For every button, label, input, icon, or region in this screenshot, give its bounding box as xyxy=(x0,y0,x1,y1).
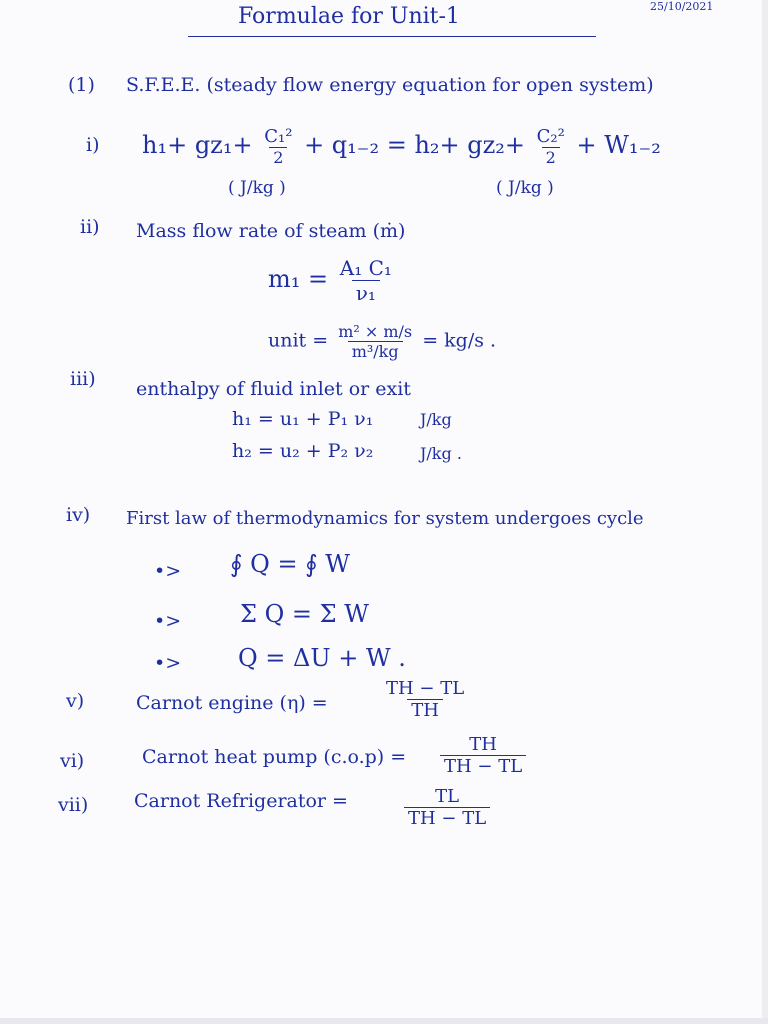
sfee-middle-terms: + q₁₋₂ = h₂+ gz₂+ xyxy=(304,131,525,159)
fraction-denominator: TH xyxy=(407,699,443,721)
sfee-work-term: + W₁₋₂ xyxy=(576,131,661,159)
sfee-equation xyxy=(142,126,661,167)
mass-flow-unit xyxy=(268,322,496,361)
item-heading: Mass flow rate of steam (ṁ) xyxy=(136,220,406,242)
item-marker: iii) xyxy=(70,368,96,390)
item-marker: i) xyxy=(86,134,100,156)
item-marker: vi) xyxy=(60,750,85,772)
refrigerator-fraction xyxy=(404,786,490,829)
item-heading: S.F.E.E. (steady flow energy equation for open system) xyxy=(126,74,654,96)
mass-flow-lhs: m₁ = xyxy=(268,265,329,293)
refrigerator-cop xyxy=(404,786,490,829)
fraction-numerator: TH − TL xyxy=(386,678,465,699)
carnot-engine-efficiency xyxy=(382,678,468,721)
unit-result: = kg/s . xyxy=(422,329,497,352)
sfee-rhs-kinetic xyxy=(533,126,569,167)
fraction-numerator: TH xyxy=(469,734,497,755)
first-law-bullet: •> xyxy=(154,652,182,674)
enthalpy-h2: h₂ = u₂ + P₂ ν₂ xyxy=(232,440,374,462)
first-law-cyclic-integral: ∮ Q = ∮ W xyxy=(230,550,350,578)
sfee-lhs-kinetic xyxy=(260,126,296,167)
fraction-denominator: ν₁ xyxy=(352,280,380,305)
mass-flow-fraction xyxy=(336,256,396,305)
sfee-unit-left: ( J/kg ) xyxy=(228,178,286,198)
item-heading: Carnot Refrigerator = xyxy=(134,790,348,812)
enthalpy-h2-unit: J/kg . xyxy=(420,444,462,463)
item-marker: iv) xyxy=(66,504,91,526)
fraction-numerator: m² × m/s xyxy=(338,322,413,341)
item-heading: enthalpy of fluid inlet or exit xyxy=(136,378,411,400)
first-law-energy-balance: Q = ΔU + W . xyxy=(238,644,406,672)
mass-flow-equation xyxy=(268,256,396,305)
fraction-numerator: C₂² xyxy=(536,126,565,147)
cop-fraction xyxy=(440,734,526,777)
first-law-summation: Σ Q = Σ W xyxy=(240,600,369,628)
item-heading: First law of thermodynamics for system undergoes cycle xyxy=(126,508,644,529)
efficiency-fraction xyxy=(382,678,468,721)
title-underline xyxy=(188,36,596,37)
unit-fraction xyxy=(334,322,416,361)
first-law-bullet: •> xyxy=(154,610,182,632)
item-marker: v) xyxy=(66,690,85,712)
sfee-unit-right: ( J/kg ) xyxy=(496,178,554,198)
enthalpy-h1-unit: J/kg xyxy=(420,410,452,429)
fraction-numerator: A₁ C₁ xyxy=(339,256,392,280)
scan-edge-right xyxy=(762,0,768,1024)
fraction-denominator: 2 xyxy=(542,147,560,167)
fraction-denominator: TH − TL xyxy=(440,755,526,777)
scan-edge-bottom xyxy=(0,1018,768,1024)
first-law-bullet: •> xyxy=(154,560,182,582)
fraction-denominator: m³/kg xyxy=(348,341,403,361)
item-heading: Carnot heat pump (c.o.p) = xyxy=(142,746,407,768)
enthalpy-h1: h₁ = u₁ + P₁ ν₁ xyxy=(232,408,374,430)
item-marker: vii) xyxy=(58,794,89,816)
unit-label: unit = xyxy=(268,329,329,352)
page-title: Formulae for Unit-1 xyxy=(238,4,460,29)
page-date: 25/10/2021 xyxy=(650,0,714,13)
fraction-denominator: 2 xyxy=(269,147,287,167)
fraction-denominator: TH − TL xyxy=(404,807,490,829)
item-marker: (1) xyxy=(68,74,95,96)
fraction-numerator: TL xyxy=(435,786,460,807)
item-marker: ii) xyxy=(80,216,100,238)
fraction-numerator: C₁² xyxy=(264,126,293,147)
item-heading: Carnot engine (η) = xyxy=(136,692,328,714)
sfee-lhs-terms: h₁+ gz₁+ xyxy=(142,131,253,159)
heat-pump-cop xyxy=(440,734,526,777)
